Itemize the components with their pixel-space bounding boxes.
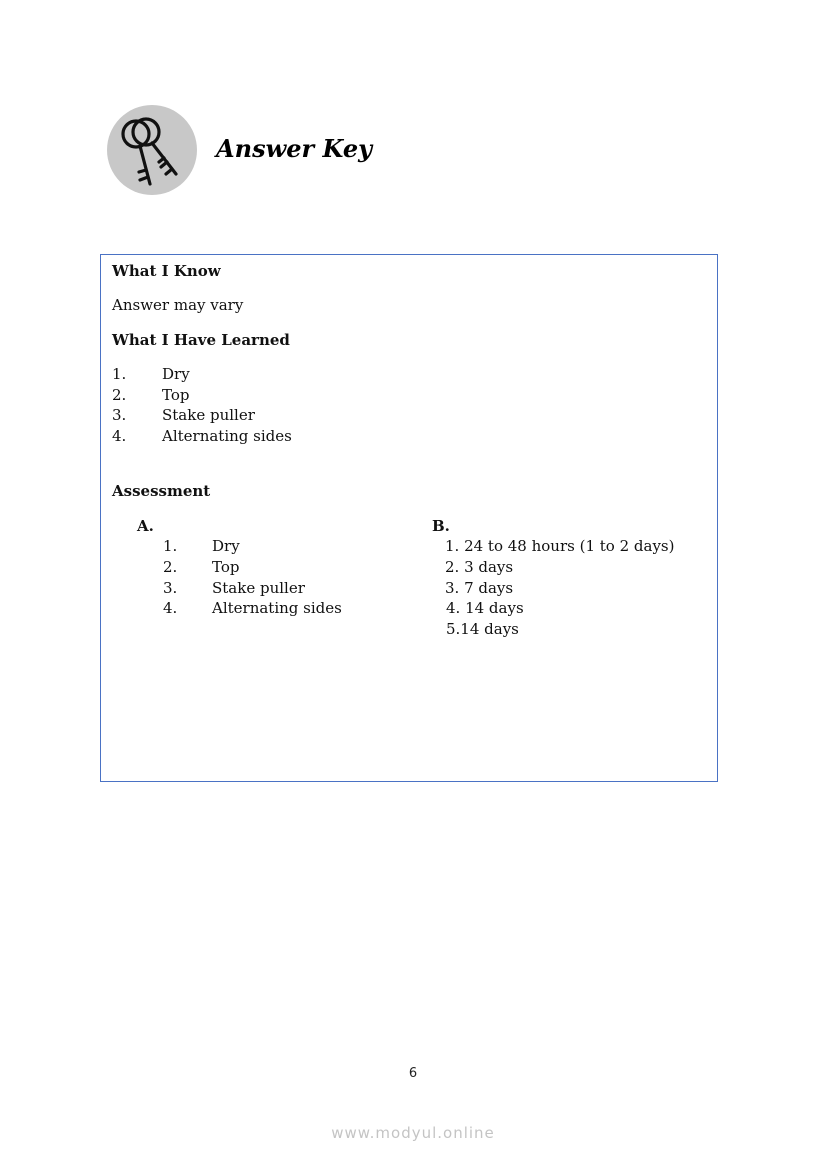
part-a-item-text: Alternating sides xyxy=(212,599,342,617)
part-b-item: 3. 7 days xyxy=(445,579,514,597)
learned-item-number: 2. xyxy=(112,386,127,404)
part-a-item-number: 3. xyxy=(163,579,178,597)
part-b-item: 5.14 days xyxy=(446,620,519,638)
part-a-item-text: Dry xyxy=(212,537,240,555)
page-title: Answer Key xyxy=(216,134,373,163)
learned-item-number: 3. xyxy=(112,406,127,424)
part-a-item-text: Stake puller xyxy=(212,579,305,597)
what-i-know-body: Answer may vary xyxy=(112,296,244,314)
assessment-part-a-label: A. xyxy=(137,517,154,535)
part-a-item-number: 1. xyxy=(163,537,178,555)
learned-item-text: Alternating sides xyxy=(162,427,292,445)
part-b-item: 2. 3 days xyxy=(445,558,514,576)
keys-icon xyxy=(106,104,198,196)
learned-item-number: 1. xyxy=(112,365,127,383)
learned-item-text: Dry xyxy=(162,365,190,383)
what-i-know-heading: What I Know xyxy=(112,262,221,280)
what-i-have-learned-heading: What I Have Learned xyxy=(112,331,290,349)
assessment-part-b-label: B. xyxy=(432,517,450,535)
part-a-item-number: 4. xyxy=(163,599,178,617)
learned-item-text: Stake puller xyxy=(162,406,255,424)
part-a-item-text: Top xyxy=(212,558,240,576)
learned-item-number: 4. xyxy=(112,427,127,445)
part-b-item: 4. 14 days xyxy=(446,599,524,617)
page-number: 6 xyxy=(408,1066,418,1081)
part-b-item: 1. 24 to 48 hours (1 to 2 days) xyxy=(445,537,675,555)
watermark: www.modyul.online xyxy=(331,1124,495,1142)
learned-item-text: Top xyxy=(162,386,190,404)
part-a-item-number: 2. xyxy=(163,558,178,576)
assessment-heading: Assessment xyxy=(112,482,211,500)
